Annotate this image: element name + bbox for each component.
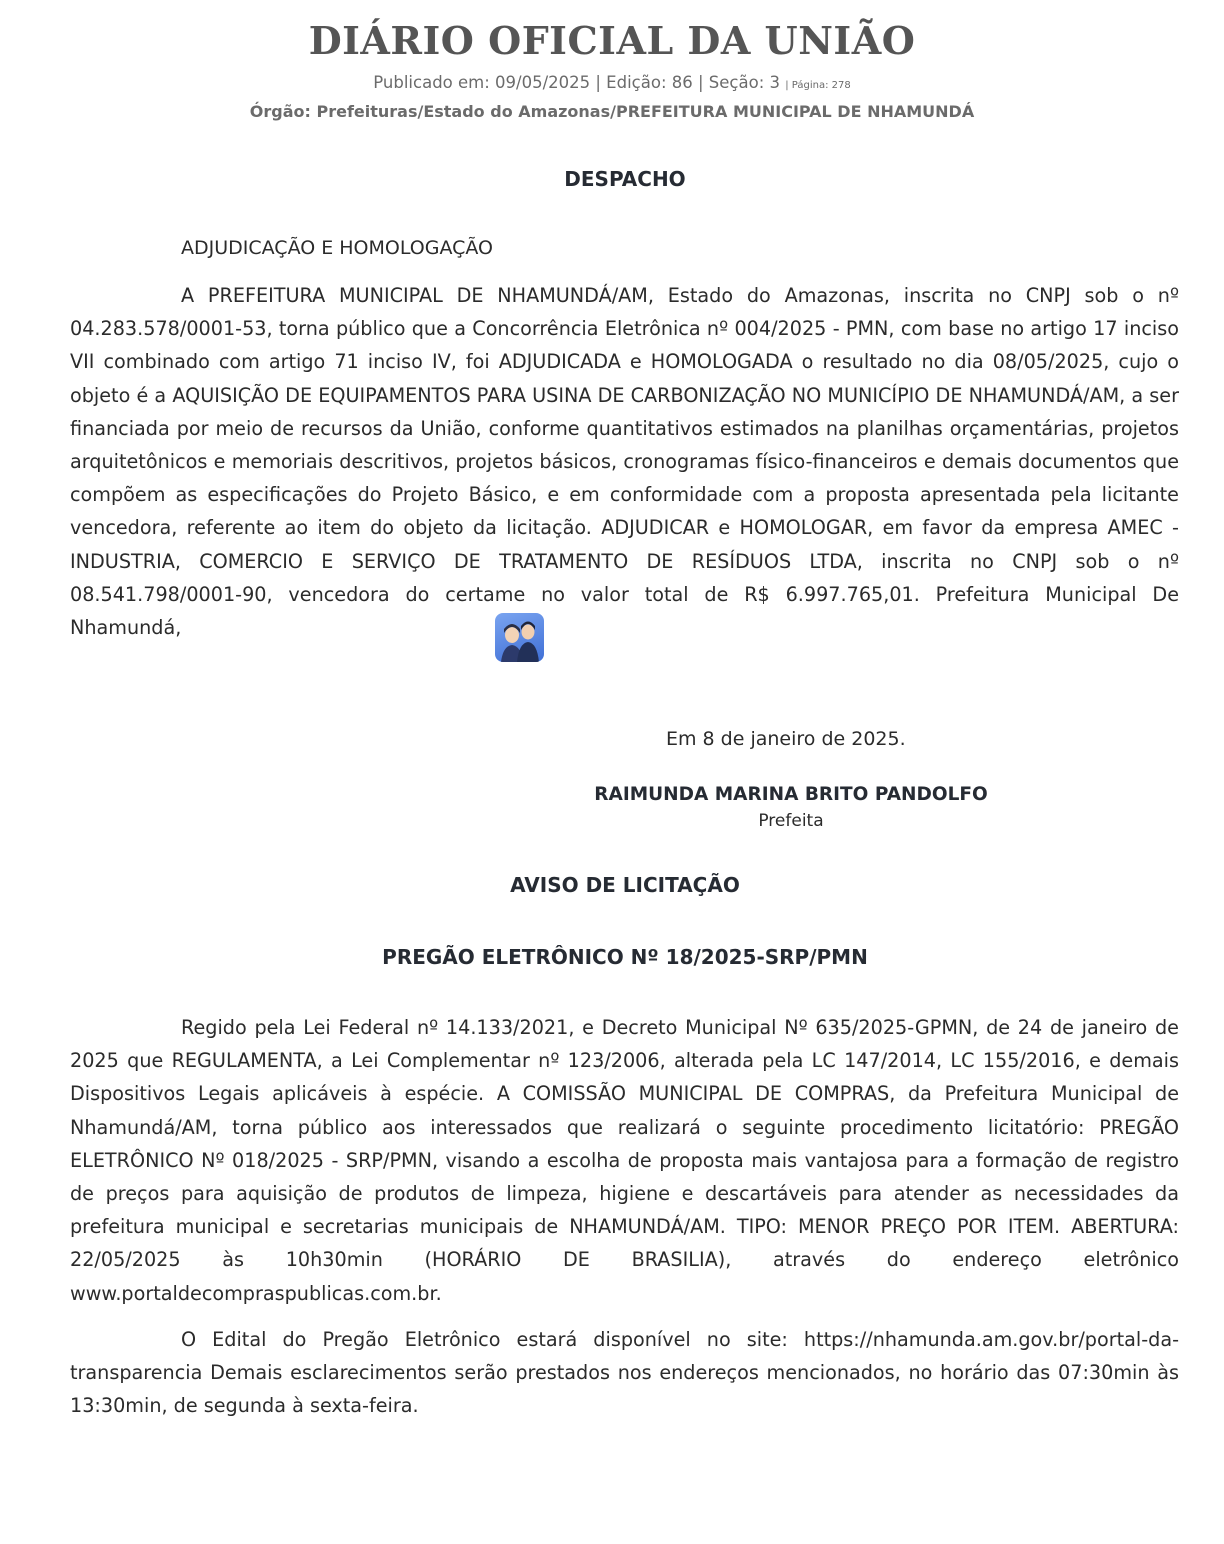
page-number: | Página: 278	[785, 80, 851, 91]
signature-date: Em 8 de janeiro de 2025.	[666, 728, 906, 750]
signer-name: RAIMUNDA MARINA BRITO PANDOLFO	[594, 784, 988, 805]
publication-info	[0, 73, 1224, 92]
aviso-body-1: Regido pela Lei Federal nº 14.133/2021, e Decreto Municipal Nº 635/2025-GPMN, de 24 de janeiro de 2025 que REGULAMENTA, a Lei Complementar nº 123/2006, alterada pela LC 147/2014, LC 155/2016, e demais Dispositivos Legais aplicáveis à espécie. A COMISSÃO MUNICIPAL DE COMPRAS, da Prefeitura Municipal de Nhamundá/AM, torna público aos interessados que realizará o seguinte procedimento licitatório: PREGÃO ELETRÔNICO Nº 018/2025 - SRP/PMN, visando a escolha de proposta mais vantajosa para a formação de registro de preços para aquisição de produtos de limpeza, higiene e descartáveis para atender as necessidades da prefeitura municipal e secretarias municipais de NHAMUNDÁ/AM. TIPO: MENOR PREÇO POR ITEM. ABERTURA: 22/05/2025 às 10h30min (HORÁRIO DE BRASILIA), através do endereço eletrônico www.portaldecompraspublicas.com.br.	[70, 1016, 1179, 1305]
section-title-aviso: AVISO DE LICITAÇÃO	[510, 873, 740, 897]
avatar-illustration	[495, 613, 544, 662]
masthead-title: DIÁRIO OFICIAL DA UNIÃO	[308, 18, 916, 63]
despacho-subtitle: ADJUDICAÇÃO E HOMOLOGAÇÃO	[181, 237, 493, 259]
despacho-body: A PREFEITURA MUNICIPAL DE NHAMUNDÁ/AM, Estado do Amazonas, inscrita no CNPJ sob o nº 04.283.578/0001-53, torna público que a Concorrência Eletrônica nº 004/2025 - PMN, com base no artigo 17 inciso VII combinado com artigo 71 inciso IV, foi ADJUDICADA e HOMOLOGADA o resultado no dia 08/05/2025, cujo o objeto é a AQUISIÇÃO DE EQUIPAMENTOS PARA USINA DE CARBONIZAÇÃO NO MUNICÍPIO DE NHAMUNDÁ/AM, a ser financiada por meio de recursos da União, conforme quantitativos estimados na planilhas orçamentárias, projetos arquitetônicos e memoriais descritivos, projetos básicos, cronogramas físico-financeiros e demais documentos que compõem as especificações do Projeto Básico, e em conformidade com a proposta apresentada pela licitante vencedora, referente ao item do objeto da licitação. ADJUDICAR e HOMOLOGAR, em favor da empresa AMEC - INDUSTRIA, COMERCIO E SERVIÇO DE TRATAMENTO DE RESÍDUOS LTDA, inscrita no CNPJ sob o nº 08.541.798/0001-90, vencedora do certame no valor total de R$ 6.997.765,01. Prefeitura Municipal De Nhamundá,	[70, 284, 1179, 640]
publication-details: Publicado em: 09/05/2025 | Edição: 86 | Seção: 3	[373, 73, 780, 92]
aviso-subtitle: PREGÃO ELETRÔNICO Nº 18/2025-SRP/PMN	[382, 945, 868, 969]
section-title-despacho: DESPACHO	[564, 167, 686, 191]
avatar-icon[interactable]	[495, 613, 544, 662]
signer-role: Prefeita	[758, 811, 824, 831]
issuing-body: Órgão: Prefeituras/Estado do Amazonas/PREFEITURA MUNICIPAL DE NHAMUNDÁ	[249, 102, 975, 121]
aviso-body-2: O Edital do Pregão Eletrônico estará disponível no site: https://nhamunda.am.gov.br/portal-da-transparencia Demais esclarecimentos serão prestados nos endereços mencionados, no horário das 07:30min às 13:30min, de segunda à sexta-feira.	[70, 1328, 1179, 1418]
